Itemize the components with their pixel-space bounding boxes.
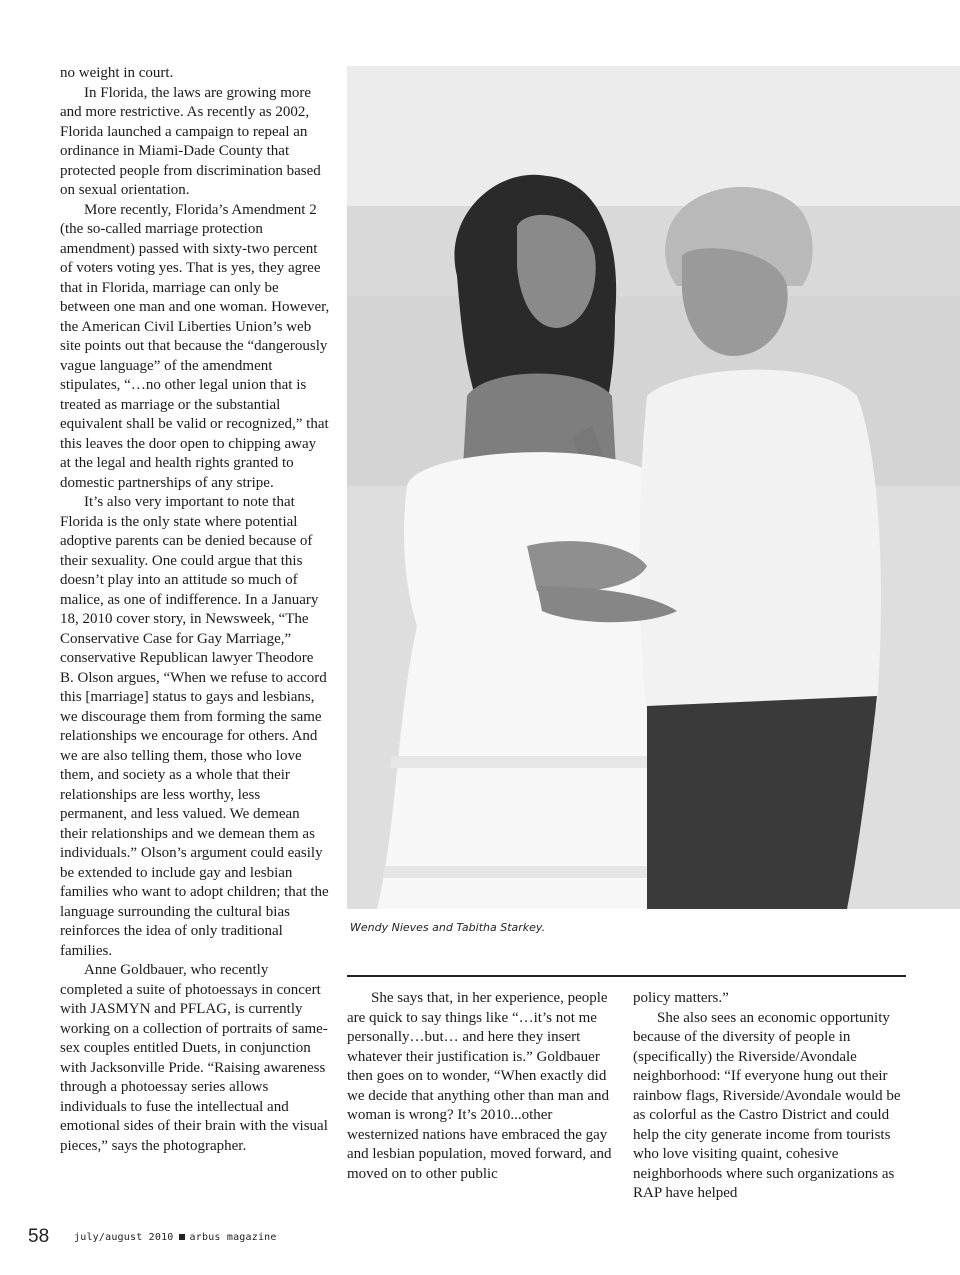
- paragraph: policy matters.”: [633, 990, 729, 1006]
- paragraph: It’s also very important to note that Florida is the only state where potential adoptive parents can be denied because of their sexuality. One could argue that this doesn’t play into an attitude so much of malice, as one of indifference. In a January 18, 2010 cover story, in Newsweek, “The Conservative Case for Gay Marriage,” conservative Republican lawyer Theodore B. Olson argues, “When we refuse to accord this [marriage] status to gays and lesbians, we discourage them from forming the same relationships we encourage for others. And we are also telling them, those who love them, and society as a whole that their relationships are less worthy, less permanent, and less valued. We demean their relationships and we demean them as individuals.” Olson’s argument could easily be extended to include gay and lesbian families who want to adopt children; that the language surrounding the cultural bias reinforces the idea of only traditional families.: [60, 494, 329, 959]
- publication-name: arbus magazine: [189, 1232, 277, 1243]
- photo-illustration: [347, 66, 960, 909]
- paragraph: More recently, Florida’s Amendment 2 (the so-called marriage protection amendment) passed with sixty-two percent of voters voting yes. That is yes, they agree that in Florida, marriage can only be between one man and one woman. However, the American Civil Liberties Union’s web site points out that because the “dangerously vague language” of the amendment stipulates, “…no other legal union that is treated as marriage or the substantial equivalent shall be valid or recognized,” that this leaves the door open to chipping away at the legal and health rights granted to domestic partnerships of any stripe.: [60, 201, 330, 491]
- right-text-column: [633, 989, 906, 1204]
- divider-rule: [347, 975, 906, 977]
- paragraph: no weight in court.: [60, 65, 174, 81]
- paragraph: Anne Goldbauer, who recently completed a suite of photoessays in concert with JASMYN and PFLAG, is currently working on a collection of portraits of same-sex couples entitled Duets, in conjunction with Jacksonville Pride. “Raising awareness through a photoessay series allows individuals to fuse the intellectual and emotional sides of their brain with the visual pieces,” says the photographer.: [60, 962, 328, 1154]
- bullet-separator: [179, 1234, 185, 1240]
- photo-caption: Wendy Nieves and Tabitha Starkey.: [350, 921, 546, 934]
- issue-date: july/august 2010: [74, 1232, 174, 1243]
- paragraph: She also sees an economic opportunity because of the diversity of people in (specifically) the Riverside/Avondale neighborhood: “If everyone hung out their rainbow flags, Riverside/Avondale would be as colorful as the Castro District and could help the city generate income from tourists who love visiting quaint, cohesive neighborhoods where such organizations as RAP have helped: [633, 1009, 901, 1201]
- left-text-column: [60, 64, 330, 1156]
- footer-line: [74, 1232, 277, 1243]
- paragraph: She says that, in her experience, people are quick to say things like “…it’s not me personally…but… and here they insert whatever their justification is.” Goldbauer then goes on to wonder, “When exactly did we decide that anything other than man and woman is wrong? It’s 2010...other westernized nations have embraced the gay and lesbian population, moved forward, and moved on to other public: [347, 990, 612, 1182]
- paragraph: In Florida, the laws are growing more and more restrictive. As recently as 2002, Florida launched a campaign to repeal an ordinance in Miami-Dade County that protected people from discrimination based on sexual orientation.: [60, 84, 321, 198]
- couple-photo: [347, 66, 960, 909]
- page-number: 58: [28, 1226, 50, 1247]
- middle-text-column: [347, 989, 615, 1184]
